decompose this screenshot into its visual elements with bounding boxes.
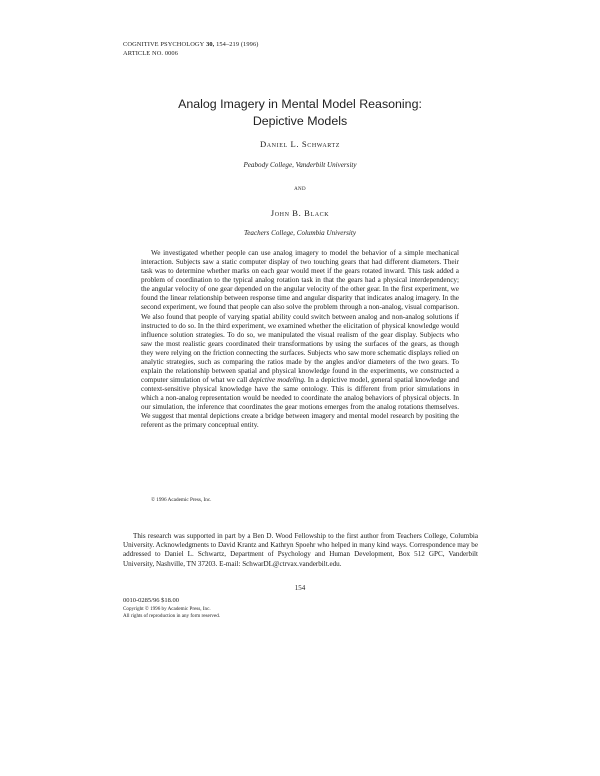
rights-line: All rights of reproduction in any form reserved. bbox=[123, 613, 221, 619]
journal-volume: 30, bbox=[206, 41, 215, 48]
abstract bbox=[141, 249, 459, 431]
copyright-line: Copyright © 1996 by Academic Press, Inc. bbox=[123, 606, 211, 612]
title-line-1: Analog Imagery in Mental Model Reasoning: bbox=[178, 97, 422, 111]
abstract-copyright: © 1996 Academic Press, Inc. bbox=[151, 497, 212, 503]
abstract-paragraph bbox=[141, 249, 459, 431]
abstract-text-end: In a depictive model, general spatial knowledge and context-sensitive physical knowledge have the same ontology. This is different from prior simulations in which a non-analog representation would be needed to coordinate the analog behaviors of physical objects. In our simulation, the inference that coordinates the gear motions emerges from the analog rotations themselves. We suggest that mental depictions create a bridge between imagery and mental model research by positing the referent as the primary conceptual entity. bbox=[141, 376, 459, 430]
footnote-text: This research was supported in part by a Ben D. Wood Fellowship to the first author from Teachers College, Columbia University. Acknowledgments to David Krantz and Kathryn Spoehr who helped in many kind ways. Correspondence may be addressed to Daniel L. Schwartz, Department of Psychology and Human Development, Box 512 GPC, Vanderbilt University, Nashville, TN 37203. E-mail: SchwarDL@ctrvax.vanderbilt.edu. bbox=[123, 532, 478, 568]
author-affiliation-1: Peabody College, Vanderbilt University bbox=[243, 161, 357, 169]
price-code: 0010-0285/96 $18.00 bbox=[123, 597, 179, 604]
paper-title bbox=[110, 96, 490, 130]
page-number: 154 bbox=[294, 584, 306, 592]
journal-pages: 154–219 (1996) bbox=[216, 41, 259, 48]
footnote bbox=[123, 532, 478, 569]
article-number: ARTICLE NO. 0006 bbox=[123, 50, 178, 57]
journal-name: COGNITIVE PSYCHOLOGY bbox=[123, 41, 205, 48]
abstract-text-start: We investigated whether people can use analog imagery to model the behavior of a simple mechanical interaction. Subjects saw a static computer display of two touching gears that had different diameters. Their task was to determine whether marks on each gear would meet if the gears rotated inward. This task added a problem of coordination to the typical analog rotation task in that the gears had a physical interdependency; the angular velocity of one gear depended on the angular velocity of the other gear. In the first experiment, we found the linear relationship between response time and angular disparity that indicates analog imagery. In the second experiment, we found that people can also solve the problem through a non-analog, visual comparison. We also found that people of varying spatial ability could switch between analog and non-analog solutions if instructed to do so. In the third experiment, we examined whether the elicitation of physical knowledge would influence solution strategies. To do so, we manipulated the visual realism of the gear display. Subjects who saw the most realistic gears coordinated their transformations by using the surfaces of the gears, as though they were relying on the friction connecting the surfaces. Subjects who saw more schematic displays relied on analytic strategies, such as comparing the ratios made by the angles and/or diameters of the two gears. To explain the relationship between spatial and physical knowledge found in the experiments, we constructed a computer simulation of what we call bbox=[141, 249, 459, 385]
title-line-2: Depictive Models bbox=[252, 114, 348, 128]
author-conjunction: and bbox=[294, 185, 306, 192]
journal-header bbox=[123, 41, 258, 49]
author-affiliation-2: Teachers College, Columbia University bbox=[243, 229, 357, 237]
abstract-emphasis: depictive modeling. bbox=[249, 376, 306, 385]
author-name-2: John B. Black bbox=[270, 208, 330, 218]
author-name-1: Daniel L. Schwartz bbox=[259, 139, 341, 149]
